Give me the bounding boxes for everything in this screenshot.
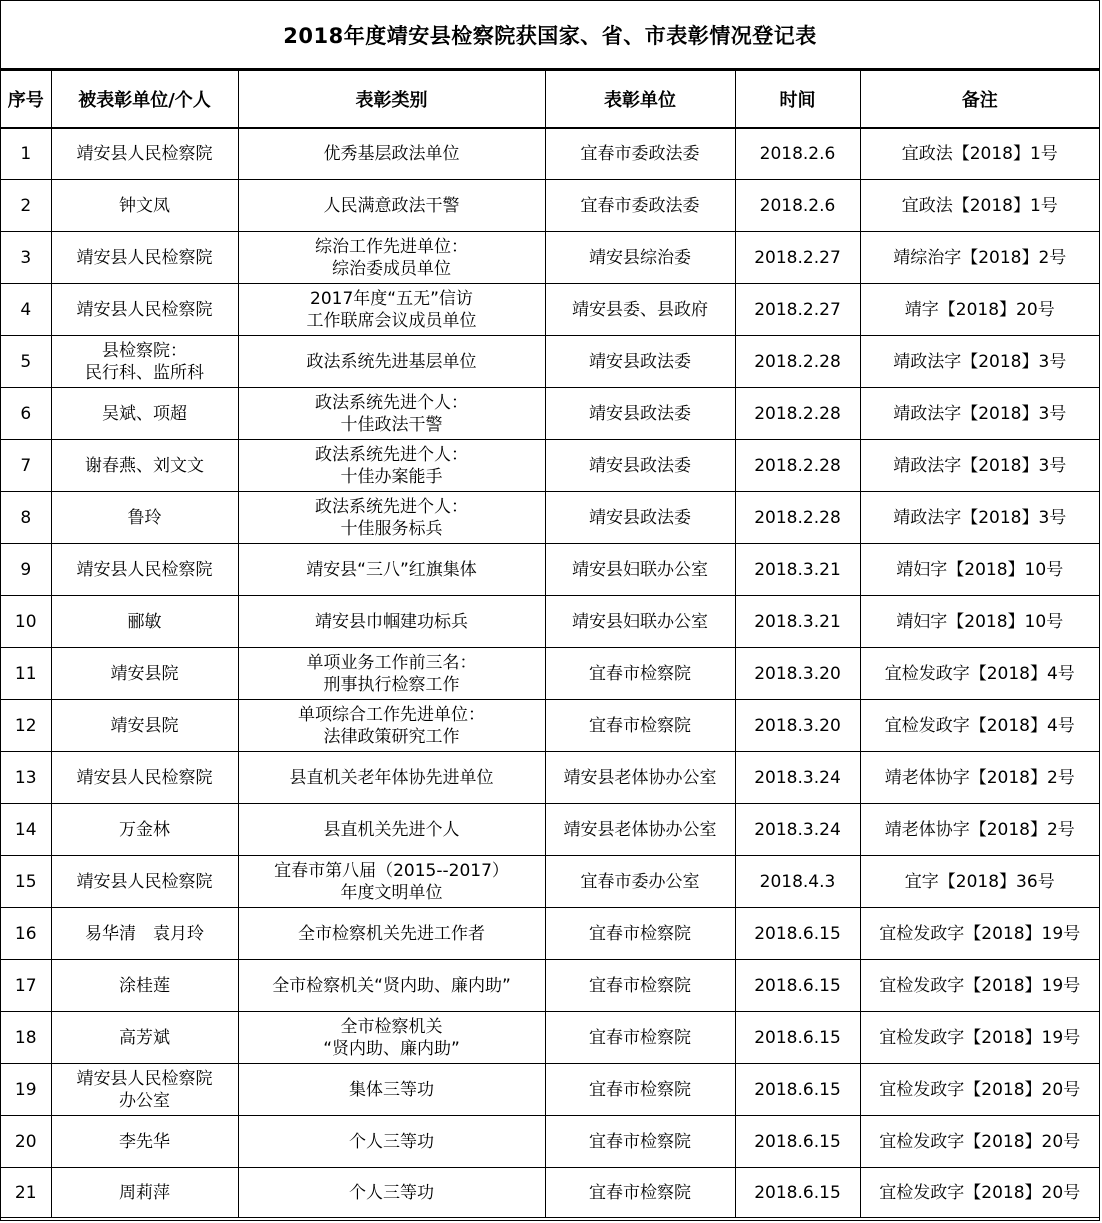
cell-category-line: 法律政策研究工作 <box>323 726 460 747</box>
cell-unit-person-line: 涂桂莲 <box>119 975 170 996</box>
cell-category <box>238 440 545 492</box>
cell-category-line: 靖安县“三八”红旗集体 <box>306 559 477 580</box>
cell-issuer: 宜春市委办公室 <box>545 856 735 908</box>
cell-issuer: 宜春市检察院 <box>545 1064 735 1116</box>
cell-category-line: 综治工作先进单位： <box>315 236 468 257</box>
cell-remark: 宜检发政字【2018】20号 <box>860 1168 1099 1218</box>
cell-issuer: 宜春市委政法委 <box>545 128 735 180</box>
cell-issuer: 靖安县老体协办公室 <box>545 752 735 804</box>
cell-unit-person-line: 靖安县人民检察院 <box>76 143 213 164</box>
cell-issuer: 靖安县老体协办公室 <box>545 804 735 856</box>
cell-issuer: 宜春市检察院 <box>545 960 735 1012</box>
cell-issuer: 宜春市检察院 <box>545 1012 735 1064</box>
cell-category <box>238 960 545 1012</box>
cell-unit-person-line: 高芳斌 <box>119 1027 170 1048</box>
cell-category <box>238 804 545 856</box>
cell-category-line: 单项业务工作前三名： <box>306 652 477 673</box>
cell-category-line: 优秀基层政法单位 <box>323 143 460 164</box>
cell-issuer: 宜春市检察院 <box>545 700 735 752</box>
cell-unit-person-line: 周莉萍 <box>119 1182 170 1203</box>
cell-category-line: 集体三等功 <box>349 1079 434 1100</box>
cell-category <box>238 388 545 440</box>
cell-remark: 宜政法【2018】1号 <box>860 128 1099 180</box>
cell-seq: 8 <box>1 492 51 544</box>
cell-remark: 靖妇字【2018】10号 <box>860 544 1099 596</box>
header-remark: 备注 <box>860 71 1099 128</box>
cell-seq: 16 <box>1 908 51 960</box>
cell-unit-person-line: 靖安县院 <box>110 663 179 684</box>
cell-unit-person <box>51 1064 238 1116</box>
cell-issuer: 宜春市检察院 <box>545 1116 735 1168</box>
cell-category-line: 人民满意政法干警 <box>323 195 460 216</box>
table-row <box>1 180 1099 232</box>
cell-category-line: 年度文明单位 <box>340 882 443 903</box>
header-date: 时间 <box>735 71 860 128</box>
cell-category-line: 单项综合工作先进单位： <box>298 704 485 725</box>
cell-category <box>238 1116 545 1168</box>
table-row <box>1 336 1099 388</box>
cell-seq: 4 <box>1 284 51 336</box>
cell-category-line: 个人三等功 <box>349 1131 434 1152</box>
cell-category-line: 十佳政法干警 <box>340 414 443 435</box>
cell-date: 2018.2.28 <box>735 336 860 388</box>
cell-unit-person-line: 吴斌、项超 <box>102 403 187 424</box>
cell-unit-person-line: 靖安县人民检察院 <box>76 1068 213 1089</box>
cell-category-line: 宜春市第八届（2015--2017） <box>274 860 509 881</box>
cell-category <box>238 1064 545 1116</box>
cell-unit-person <box>51 1116 238 1168</box>
cell-category-line: 十佳服务标兵 <box>340 518 443 539</box>
cell-issuer: 宜春市检察院 <box>545 908 735 960</box>
cell-date: 2018.3.20 <box>735 700 860 752</box>
cell-unit-person-line: 鲁玲 <box>127 507 162 528</box>
table-row <box>1 596 1099 648</box>
cell-seq: 3 <box>1 232 51 284</box>
cell-seq: 18 <box>1 1012 51 1064</box>
cell-issuer: 宜春市检察院 <box>545 1168 735 1218</box>
cell-unit-person-line: 民行科、监所科 <box>85 362 204 383</box>
cell-remark: 靖政法字【2018】3号 <box>860 492 1099 544</box>
cell-remark: 宜检发政字【2018】19号 <box>860 1012 1099 1064</box>
cell-unit-person-line: 万金林 <box>119 819 170 840</box>
cell-category-line: 十佳办案能手 <box>340 466 443 487</box>
table-row <box>1 492 1099 544</box>
cell-category <box>238 544 545 596</box>
cell-category-line: 工作联席会议成员单位 <box>306 310 477 331</box>
cell-seq: 5 <box>1 336 51 388</box>
cell-remark: 靖政法字【2018】3号 <box>860 388 1099 440</box>
header-seq: 序号 <box>1 71 51 128</box>
table-row <box>1 752 1099 804</box>
cell-unit-person <box>51 388 238 440</box>
cell-unit-person-line: 钟文凤 <box>119 195 170 216</box>
cell-category-line: 全市检察机关先进工作者 <box>298 923 485 944</box>
cell-unit-person-line: 李先华 <box>119 1131 170 1152</box>
cell-seq: 11 <box>1 648 51 700</box>
cell-date: 2018.3.20 <box>735 648 860 700</box>
cell-issuer: 宜春市检察院 <box>545 648 735 700</box>
cell-date: 2018.3.21 <box>735 544 860 596</box>
cell-remark: 靖老体协字【2018】2号 <box>860 752 1099 804</box>
cell-remark: 宜字【2018】36号 <box>860 856 1099 908</box>
cell-issuer: 靖安县政法委 <box>545 388 735 440</box>
cell-category <box>238 1012 545 1064</box>
cell-unit-person <box>51 700 238 752</box>
cell-date: 2018.6.15 <box>735 1064 860 1116</box>
cell-category-line: 个人三等功 <box>349 1182 434 1203</box>
cell-date: 2018.2.28 <box>735 492 860 544</box>
cell-remark: 宜检发政字【2018】4号 <box>860 700 1099 752</box>
cell-seq: 12 <box>1 700 51 752</box>
cell-unit-person <box>51 856 238 908</box>
cell-category <box>238 596 545 648</box>
cell-category-line: 县直机关老年体协先进单位 <box>289 767 494 788</box>
cell-remark: 靖老体协字【2018】2号 <box>860 804 1099 856</box>
cell-issuer: 靖安县综治委 <box>545 232 735 284</box>
cell-seq: 10 <box>1 596 51 648</box>
cell-category-line: 政法系统先进个人： <box>315 392 468 413</box>
cell-issuer: 靖安县政法委 <box>545 440 735 492</box>
cell-category <box>238 1168 545 1218</box>
cell-unit-person <box>51 752 238 804</box>
cell-category-line: 刑事执行检察工作 <box>323 674 460 695</box>
cell-date: 2018.2.28 <box>735 388 860 440</box>
cell-date: 2018.6.15 <box>735 960 860 1012</box>
cell-remark: 靖妇字【2018】10号 <box>860 596 1099 648</box>
cell-date: 2018.2.27 <box>735 232 860 284</box>
cell-seq: 9 <box>1 544 51 596</box>
table-row <box>1 1168 1099 1218</box>
cell-issuer: 宜春市委政法委 <box>545 180 735 232</box>
table-row <box>1 908 1099 960</box>
cell-remark: 靖综治字【2018】2号 <box>860 232 1099 284</box>
cell-unit-person-line: 谢春燕、刘文文 <box>85 455 204 476</box>
cell-unit-person <box>51 596 238 648</box>
cell-seq: 2 <box>1 180 51 232</box>
table-row <box>1 1116 1099 1168</box>
cell-category-line: 政法系统先进基层单位 <box>306 351 477 372</box>
cell-category <box>238 908 545 960</box>
cell-unit-person <box>51 1012 238 1064</box>
cell-category <box>238 180 545 232</box>
cell-category <box>238 492 545 544</box>
cell-seq: 6 <box>1 388 51 440</box>
cell-unit-person <box>51 180 238 232</box>
cell-unit-person <box>51 128 238 180</box>
cell-date: 2018.6.15 <box>735 908 860 960</box>
awards-table <box>1 70 1099 1218</box>
cell-unit-person <box>51 440 238 492</box>
page-title: 2018年度靖安县检察院获国家、省、市表彰情况登记表 <box>1 1 1099 70</box>
cell-unit-person <box>51 908 238 960</box>
cell-unit-person-line: 靖安县人民检察院 <box>76 767 213 788</box>
cell-unit-person-line: 易华清 袁月玲 <box>85 923 204 944</box>
cell-issuer: 靖安县妇联办公室 <box>545 596 735 648</box>
cell-category-line: 县直机关先进个人 <box>323 819 460 840</box>
table-row <box>1 544 1099 596</box>
cell-date: 2018.6.15 <box>735 1116 860 1168</box>
cell-remark: 靖政法字【2018】3号 <box>860 336 1099 388</box>
cell-seq: 15 <box>1 856 51 908</box>
table-row <box>1 284 1099 336</box>
cell-unit-person-line: 靖安县人民检察院 <box>76 871 213 892</box>
cell-remark: 靖政法字【2018】3号 <box>860 440 1099 492</box>
cell-remark: 宜政法【2018】1号 <box>860 180 1099 232</box>
table-row <box>1 1064 1099 1116</box>
header-category: 表彰类别 <box>238 71 545 128</box>
cell-seq: 13 <box>1 752 51 804</box>
table-row <box>1 232 1099 284</box>
cell-unit-person <box>51 284 238 336</box>
cell-unit-person <box>51 544 238 596</box>
cell-category-line: 政法系统先进个人： <box>315 444 468 465</box>
cell-issuer: 靖安县政法委 <box>545 492 735 544</box>
cell-category-line: 2017年度“五无”信访 <box>310 288 473 309</box>
cell-category <box>238 856 545 908</box>
cell-unit-person-line: 靖安县人民检察院 <box>76 247 213 268</box>
cell-date: 2018.3.24 <box>735 804 860 856</box>
cell-unit-person <box>51 804 238 856</box>
cell-unit-person <box>51 232 238 284</box>
table-row <box>1 700 1099 752</box>
cell-category <box>238 752 545 804</box>
cell-unit-person-line: 县检察院： <box>102 340 187 361</box>
cell-date: 2018.2.28 <box>735 440 860 492</box>
header-row <box>1 71 1099 128</box>
cell-unit-person-line: 靖安县院 <box>110 715 179 736</box>
cell-seq: 20 <box>1 1116 51 1168</box>
cell-date: 2018.4.3 <box>735 856 860 908</box>
cell-category-line: 政法系统先进个人： <box>315 496 468 517</box>
cell-unit-person <box>51 492 238 544</box>
table-row <box>1 960 1099 1012</box>
cell-unit-person-line: 郦敏 <box>127 611 162 632</box>
cell-date: 2018.2.6 <box>735 180 860 232</box>
cell-category <box>238 284 545 336</box>
header-issuer: 表彰单位 <box>545 71 735 128</box>
cell-issuer: 靖安县政法委 <box>545 336 735 388</box>
cell-date: 2018.3.24 <box>735 752 860 804</box>
table-header <box>1 71 1099 128</box>
cell-unit-person-line: 办公室 <box>119 1090 170 1111</box>
cell-category <box>238 128 545 180</box>
cell-seq: 21 <box>1 1168 51 1218</box>
header-unit-person: 被表彰单位/个人 <box>51 71 238 128</box>
cell-seq: 17 <box>1 960 51 1012</box>
cell-seq: 19 <box>1 1064 51 1116</box>
cell-category-line: 靖安县巾帼建功标兵 <box>315 611 468 632</box>
cell-issuer: 靖安县委、县政府 <box>545 284 735 336</box>
cell-date: 2018.3.21 <box>735 596 860 648</box>
cell-date: 2018.2.27 <box>735 284 860 336</box>
cell-seq: 1 <box>1 128 51 180</box>
cell-remark: 宜检发政字【2018】19号 <box>860 908 1099 960</box>
cell-category <box>238 700 545 752</box>
cell-category-line: 全市检察机关“贤内助、廉内助” <box>272 975 511 996</box>
cell-category <box>238 232 545 284</box>
cell-date: 2018.2.6 <box>735 128 860 180</box>
cell-unit-person-line: 靖安县人民检察院 <box>76 299 213 320</box>
cell-date: 2018.6.15 <box>735 1012 860 1064</box>
cell-category-line: 综治委成员单位 <box>332 258 451 279</box>
cell-category-line: 全市检察机关 <box>340 1016 443 1037</box>
cell-remark: 宜检发政字【2018】20号 <box>860 1116 1099 1168</box>
cell-category-line: “贤内助、廉内助” <box>323 1038 460 1059</box>
table-row <box>1 388 1099 440</box>
table-row <box>1 1012 1099 1064</box>
cell-date: 2018.6.15 <box>735 1168 860 1218</box>
cell-unit-person <box>51 1168 238 1218</box>
cell-remark: 靖字【2018】20号 <box>860 284 1099 336</box>
cell-unit-person <box>51 336 238 388</box>
table-body <box>1 128 1099 1218</box>
table-row <box>1 648 1099 700</box>
cell-seq: 14 <box>1 804 51 856</box>
table-row <box>1 856 1099 908</box>
cell-unit-person <box>51 648 238 700</box>
cell-unit-person-line: 靖安县人民检察院 <box>76 559 213 580</box>
cell-seq: 7 <box>1 440 51 492</box>
cell-unit-person <box>51 960 238 1012</box>
cell-remark: 宜检发政字【2018】20号 <box>860 1064 1099 1116</box>
cell-category <box>238 336 545 388</box>
cell-issuer: 靖安县妇联办公室 <box>545 544 735 596</box>
table-row <box>1 440 1099 492</box>
cell-remark: 宜检发政字【2018】4号 <box>860 648 1099 700</box>
cell-remark: 宜检发政字【2018】19号 <box>860 960 1099 1012</box>
table-row <box>1 128 1099 180</box>
table-row <box>1 804 1099 856</box>
cell-category <box>238 648 545 700</box>
